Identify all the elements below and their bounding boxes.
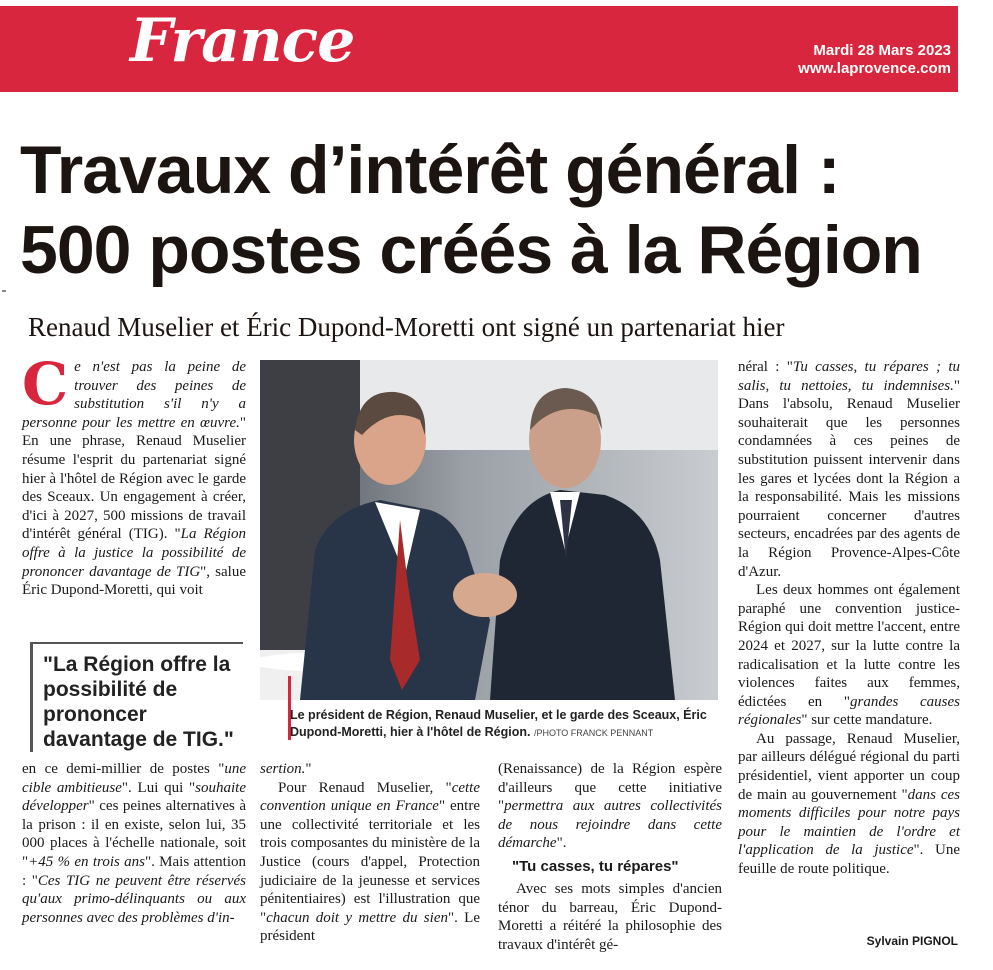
body-quote: souhaite développer (22, 779, 247, 815)
body-text: (Renaissance) de la Région espère d'ailleurs que cette initiative " (498, 761, 722, 815)
body-text: ". Le président (260, 909, 481, 945)
issue-date: Mardi 28 Mars 2023 (813, 42, 951, 59)
section-title: France (130, 6, 355, 76)
body-text: " sur cette mandature. (801, 712, 933, 729)
column-3-bottom (498, 760, 722, 853)
photo-credit: /PHOTO FRANCK PENNANT (533, 728, 654, 738)
body-text: ". (556, 835, 567, 852)
body-quote: dans ces moments difficiles pour notre pays pour le maintien de l'ordre et l'application de la justice (738, 786, 960, 859)
body-text: Au passage, Renaud Muselier, par ailleurs délégué régional du parti présidentiel, vient apporter un coup de main au gouvernement " (738, 730, 960, 803)
headline-line-1: Travaux d’intérêt général : (20, 132, 840, 208)
photo-illustration (260, 360, 718, 700)
body-text: Pour Renaud Muselier, " (278, 779, 452, 796)
headline-line-2: 500 postes créés à la Région (20, 212, 922, 288)
body-quote: chacun doit y mettre du sien (266, 909, 448, 926)
subheadline: Renaud Muselier et Éric Dupond-Moretti ont signé un partenariat hier (28, 312, 785, 342)
body-text: " Dans l'absolu, Renaud Muselier souhaiterait que les personnes condamnées à ces peines de substitution puissent intervenir dans les gares et lycées dont la Région a la responsabilité. Mais les missions pourraient concerner d'autres secteurs, encadrées par des agents de la Région Provence-Alpes-Côte d'Azur. (738, 377, 960, 580)
body-text: ". Une feuille de route politique. (738, 842, 960, 878)
body-quote: permettra aux autres collectivités de nous rejoindre dans cette démarche (498, 798, 722, 852)
masthead-date (798, 42, 951, 78)
drop-cap: C (22, 350, 69, 418)
margin-mark (2, 290, 6, 292)
body-quote: cette convention unique en France (260, 779, 480, 815)
column-3-bottom-cont (498, 880, 722, 954)
body-text: " entre une collectivité territoriale et les trois composantes du ministère de la Justice (cours d'appel, Protection judiciaire de la jeunesse et services pénitentiaires) est l'illustration que " (260, 798, 480, 926)
article-photo (260, 360, 718, 700)
site-url[interactable]: www.laprovence.com (798, 60, 951, 77)
body-text: en ce demi-millier de postes " (22, 761, 225, 777)
body-quote: une cible ambitieuse (22, 761, 246, 796)
body-quote: sertion. (260, 761, 306, 777)
body-text: ". Mais attention : " (22, 853, 246, 889)
photo-caption (290, 707, 720, 742)
body-text: " (305, 761, 312, 777)
body-text: néral : " (738, 359, 793, 375)
intertitle: "Tu casses, tu répares" (512, 858, 679, 875)
body-quote: Ces TIG ne peuvent être réservés qu'aux primo-délinquants ou aux personnes avec des problèmes d'in- (22, 872, 246, 926)
body-text: Les deux hommes ont également paraphé une convention justice-Région qui doit mettre l'accent, entre 2024 et 2027, sur la lutte contre la radicalisation et la lutte contre les violences faites aux femmes, édictées en " (738, 582, 960, 710)
headline (20, 130, 970, 290)
body-quote: La Région offre à la justice la possibilité de prononcer davantage de TIG (22, 526, 246, 580)
column-2-bottom (260, 760, 480, 946)
body-quote: grandes causes régionales (738, 693, 960, 729)
byline: Sylvain PIGNOL (866, 934, 958, 948)
body-text: " En une phrase, Renaud Muselier résume l'esprit du partenariat signé hier à l'hôtel de Région avec le garde des Sceaux. Un engagement à créer, d'ici à 2027, 500 missions de travail d'intérêt général (TIG). " (22, 414, 246, 543)
column-1-bottom (22, 760, 246, 927)
body-quote: Tu casses, tu répares ; tu salis, tu nettoies, tu indemnises. (738, 359, 960, 394)
caption-text: Le président de Région, Renaud Muselier, et le garde des Sceaux, Éric Dupond-Moretti, hier à l'hôtel de Région. (290, 708, 707, 739)
opening-quote: e n'est pas la peine de trouver des peines de substitution s'il n'y a personne pour les mettre en œuvre. (22, 359, 246, 431)
pull-quote: "La Région offre la possibilité de prononcer davantage de TIG." (30, 642, 243, 752)
body-text: ". Lui qui " (121, 779, 196, 796)
body-text: Avec ses mots simples d'ancien ténor du barreau, Éric Dupond-Moretti a réitéré la philosophie des travaux d'intérêt gé- (498, 881, 722, 953)
column-1-top (22, 350, 246, 600)
column-4 (738, 358, 960, 879)
body-text: ", salue Éric Dupond-Moretti, qui voit (22, 563, 246, 599)
body-text: " ces peines alternatives à la prison : il en existe, selon lui, 35 000 places à l'échelle nationale, soit " (22, 798, 246, 870)
body-quote: +45 % en trois ans (28, 853, 145, 870)
